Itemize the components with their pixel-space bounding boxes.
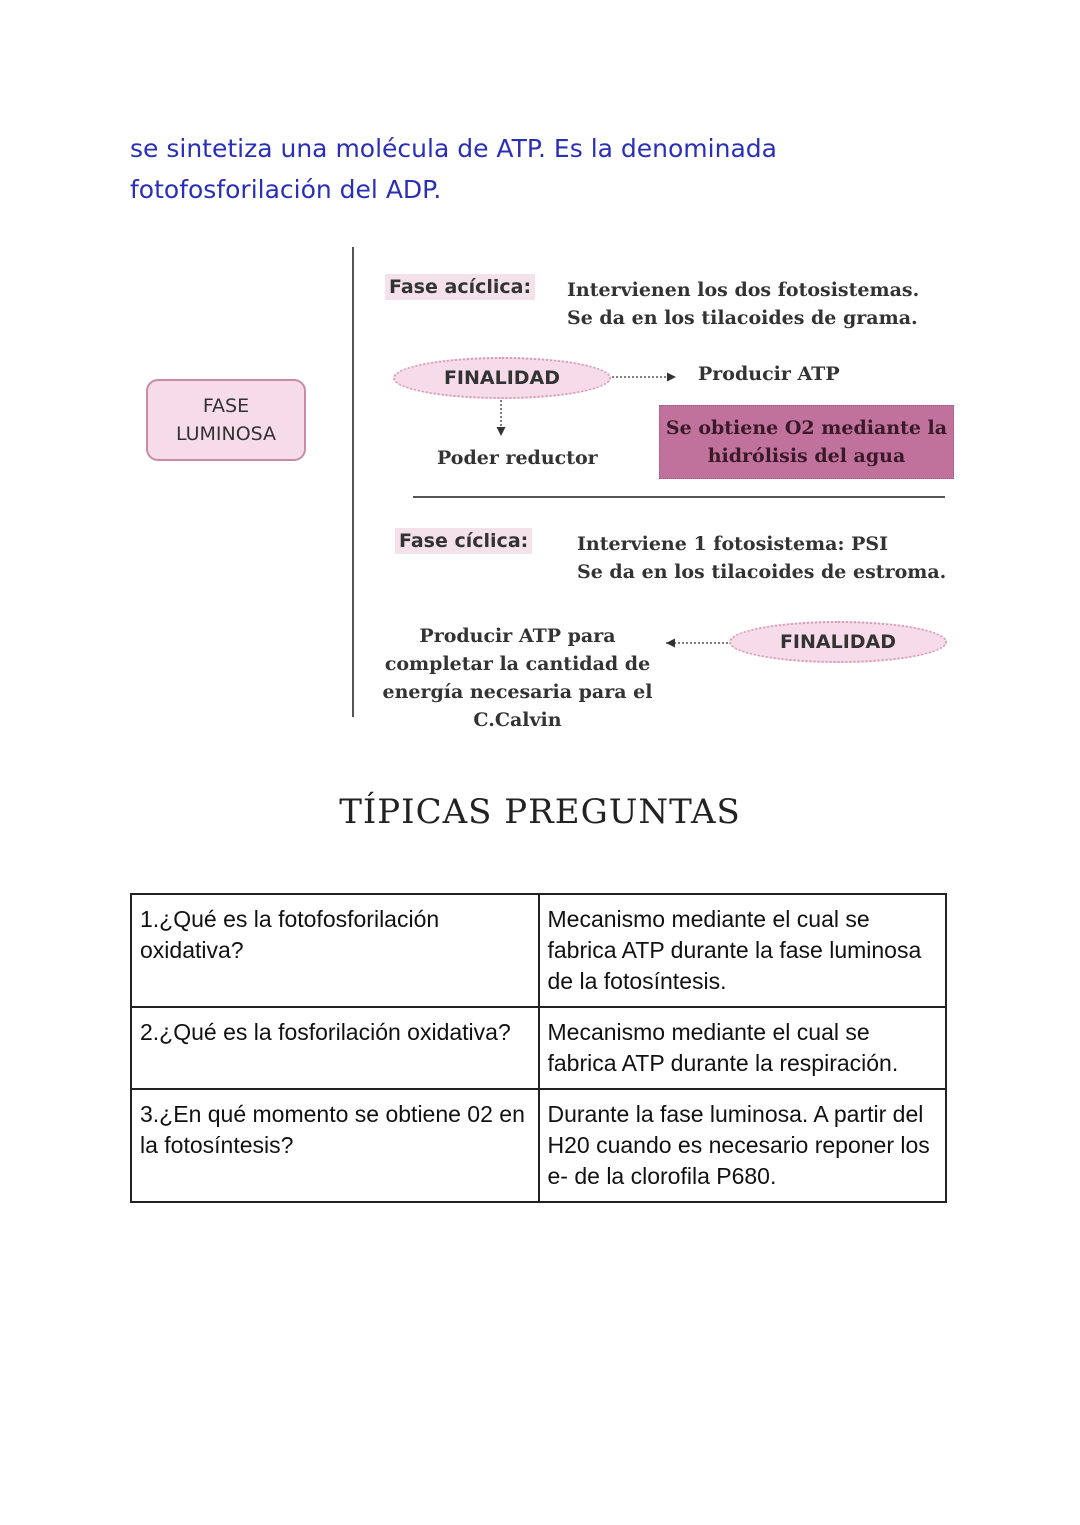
answer-cell: Durante la fase luminosa. A partir del H20 cuando es necesario reponer los e- de la clorofila P680. [539,1089,947,1202]
fase-ciclica-label-wrap [395,530,532,552]
qa-table [130,893,947,1203]
poder-reductor-text: Poder reductor [437,447,598,469]
producir-ciclica-line2: completar la cantidad de [384,653,651,675]
table-row [131,894,946,1007]
fase-ciclica-label: Fase cíclica: [395,528,532,554]
finalidad-label-ciclica: FINALIDAD [779,631,897,653]
oxygen-box [659,405,954,479]
answer-cell: Mecanismo mediante el cual se fabrica ATP durante la respiración. [539,1007,947,1089]
section-title: TÍPICAS PREGUNTAS [339,792,741,832]
section-divider [413,496,945,498]
fase-aciclica-line1: Intervienen los dos fotosistemas. [567,279,920,301]
fase-ciclica-line1: Interviene 1 fotosistema: PSI [577,533,888,555]
producir-ciclica-line1: Producir ATP para [419,625,616,647]
fase-aciclica-label: Fase acíclica: [385,274,535,300]
fase-ciclica-line2: Se da en los tilacoides de estroma. [577,561,947,583]
answer-cell: Mecanismo mediante el cual se fabrica ATP durante la fase luminosa de la fotosíntesis. [539,894,947,1007]
oxygen-line2: hidrólisis del agua [707,445,906,467]
question-cell: 3.¿En qué momento se obtiene 02 en la fotosíntesis? [131,1089,539,1202]
producir-atp-ciclica [380,622,655,734]
producir-atp-text: Producir ATP [698,363,840,385]
fase-luminosa-line2: LUMINOSA [175,423,277,445]
finalidad-label-aciclica: FINALIDAD [443,367,561,389]
fase-ciclica-desc [577,530,946,586]
question-cell: 2.¿Qué es la fosforilación oxidativa? [131,1007,539,1089]
producir-ciclica-line3: energía necesaria para el [382,681,653,703]
intro-paragraph: se sintetiza una molécula de ATP. Es la denominada fotofosforilación del ADP. [130,134,777,204]
fase-luminosa-line1: FASE [202,395,250,417]
finalidad-ellipse-ciclica [729,621,947,663]
question-cell: 1.¿Qué es la fotofosforilación oxidativa? [131,894,539,1007]
table-row [131,1007,946,1089]
producir-ciclica-line4: C.Calvin [473,709,562,731]
fase-aciclica-line2: Se da en los tilacoides de grama. [567,307,918,329]
oxygen-line1: Se obtiene O2 mediante la [665,417,948,439]
table-row [131,1089,946,1202]
